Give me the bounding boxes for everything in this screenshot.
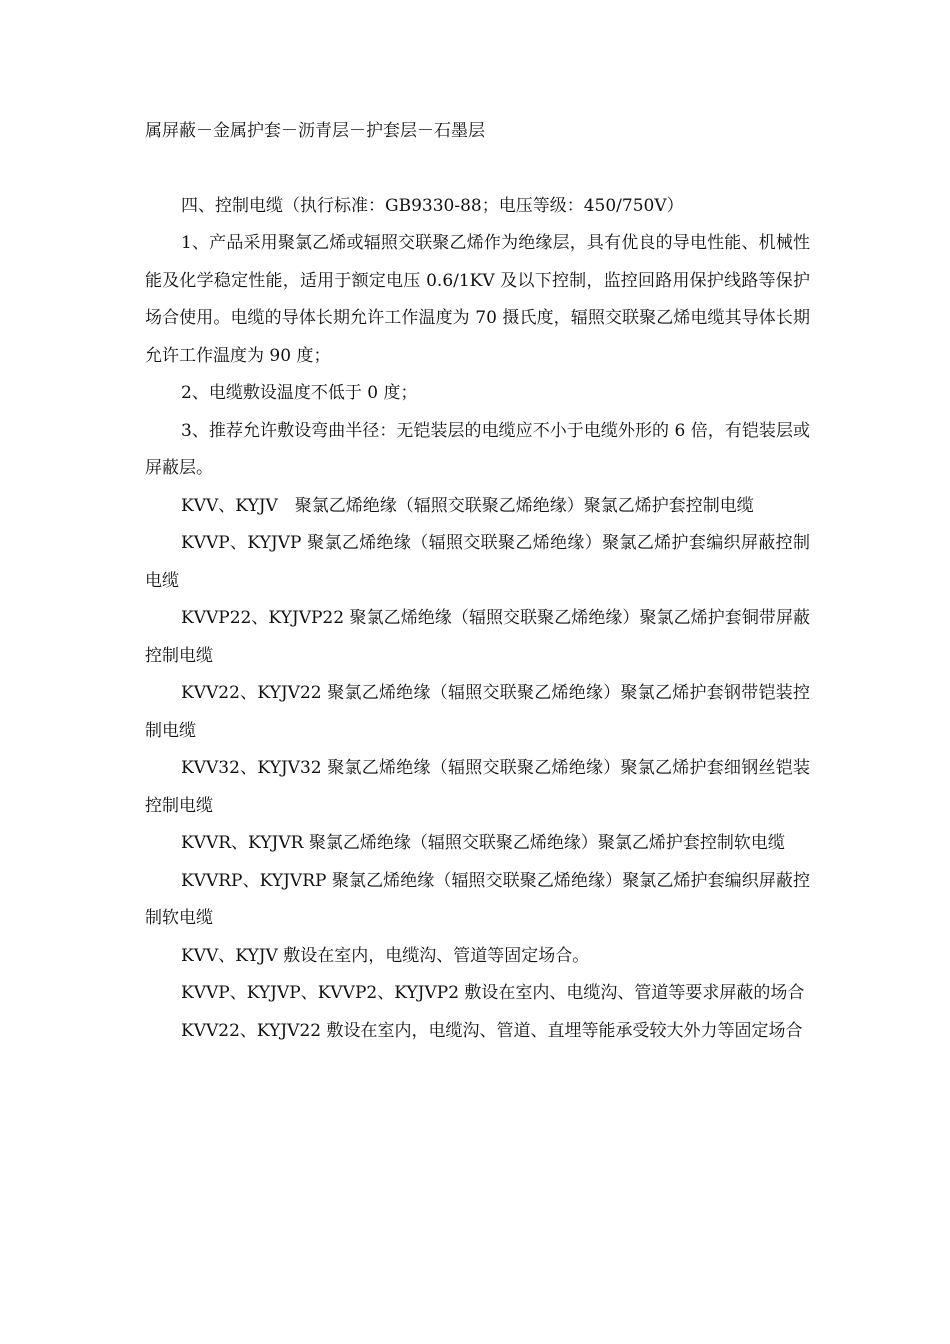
cable-type-kvvrp: KVVRP、KYJVRP 聚氯乙烯绝缘（辐照交联聚乙烯绝缘）聚氯乙烯护套编织屏蔽控制软电缆 [145, 870, 810, 928]
cable-type-kvv: KVV、KYJV 聚氯乙烯绝缘（辐照交联聚乙烯绝缘）聚氯乙烯护套控制电缆 [181, 495, 754, 516]
paragraph-item-1: 1、产品采用聚氯乙烯或辐照交联聚乙烯作为绝缘层，具有优良的导电性能、机械性能及化学稳定性能，适用于额定电压 0.6/1KV 及以下控制，监控回路用保护线路等保护场合使用。电缆的导体长期允许工作温度为 70 摄氏度，辐照交联聚乙烯电缆其导体长期允许工作温度为 90 度； [145, 233, 810, 366]
cable-type-kvv32: KVV32、KYJV32 聚氯乙烯绝缘（辐照交联聚乙烯绝缘）聚氯乙烯护套细钢丝铠装控制电缆 [145, 758, 810, 816]
paragraph-gap [145, 151, 810, 188]
paragraph-item-3: 3、推荐允许敷设弯曲半径：无铠装层的电缆应不小于电缆外形的 6 倍，有铠装层或屏蔽层。 [145, 420, 810, 478]
paragraph-continuation: 属屏蔽－金属护套－沥青层－护套层－石墨层 [145, 121, 485, 141]
paragraph-item-2: 2、电缆敷设温度不低于 0 度； [181, 383, 418, 403]
usage-kvv: KVV、KYJV 敷设在室内，电缆沟、管道等固定场合。 [181, 945, 590, 966]
cable-type-kvvp22: KVVP22、KYJVP22 聚氯乙烯绝缘（辐照交联聚乙烯绝缘）聚氯乙烯护套铜带屏蔽控制电缆 [145, 608, 810, 666]
document-body [145, 113, 810, 1050]
cable-type-kvv22: KVV22、KYJV22 聚氯乙烯绝缘（辐照交联聚乙烯绝缘）聚氯乙烯护套钢带铠装控制电缆 [145, 683, 810, 741]
cable-type-kvvr: KVVR、KYJVR 聚氯乙烯绝缘（辐照交联聚乙烯绝缘）聚氯乙烯护套控制软电缆 [181, 833, 785, 853]
cable-type-kvvp: KVVP、KYJVP 聚氯乙烯绝缘（辐照交联聚乙烯绝缘）聚氯乙烯护套编织屏蔽控制电缆 [145, 533, 810, 591]
section-heading-control-cable: 四、控制电缆（执行标准：GB9330-88；电压等级：450/750V） [181, 195, 684, 216]
usage-kvv22: KVV22、KYJV22 敷设在室内，电缆沟、管道、直埋等能承受较大外力等固定场合 [181, 1020, 803, 1041]
usage-kvvp: KVVP、KYJVP、KVVP2、KYJVP2 敷设在室内、电缆沟、管道等要求屏蔽的场合 [181, 983, 805, 1003]
